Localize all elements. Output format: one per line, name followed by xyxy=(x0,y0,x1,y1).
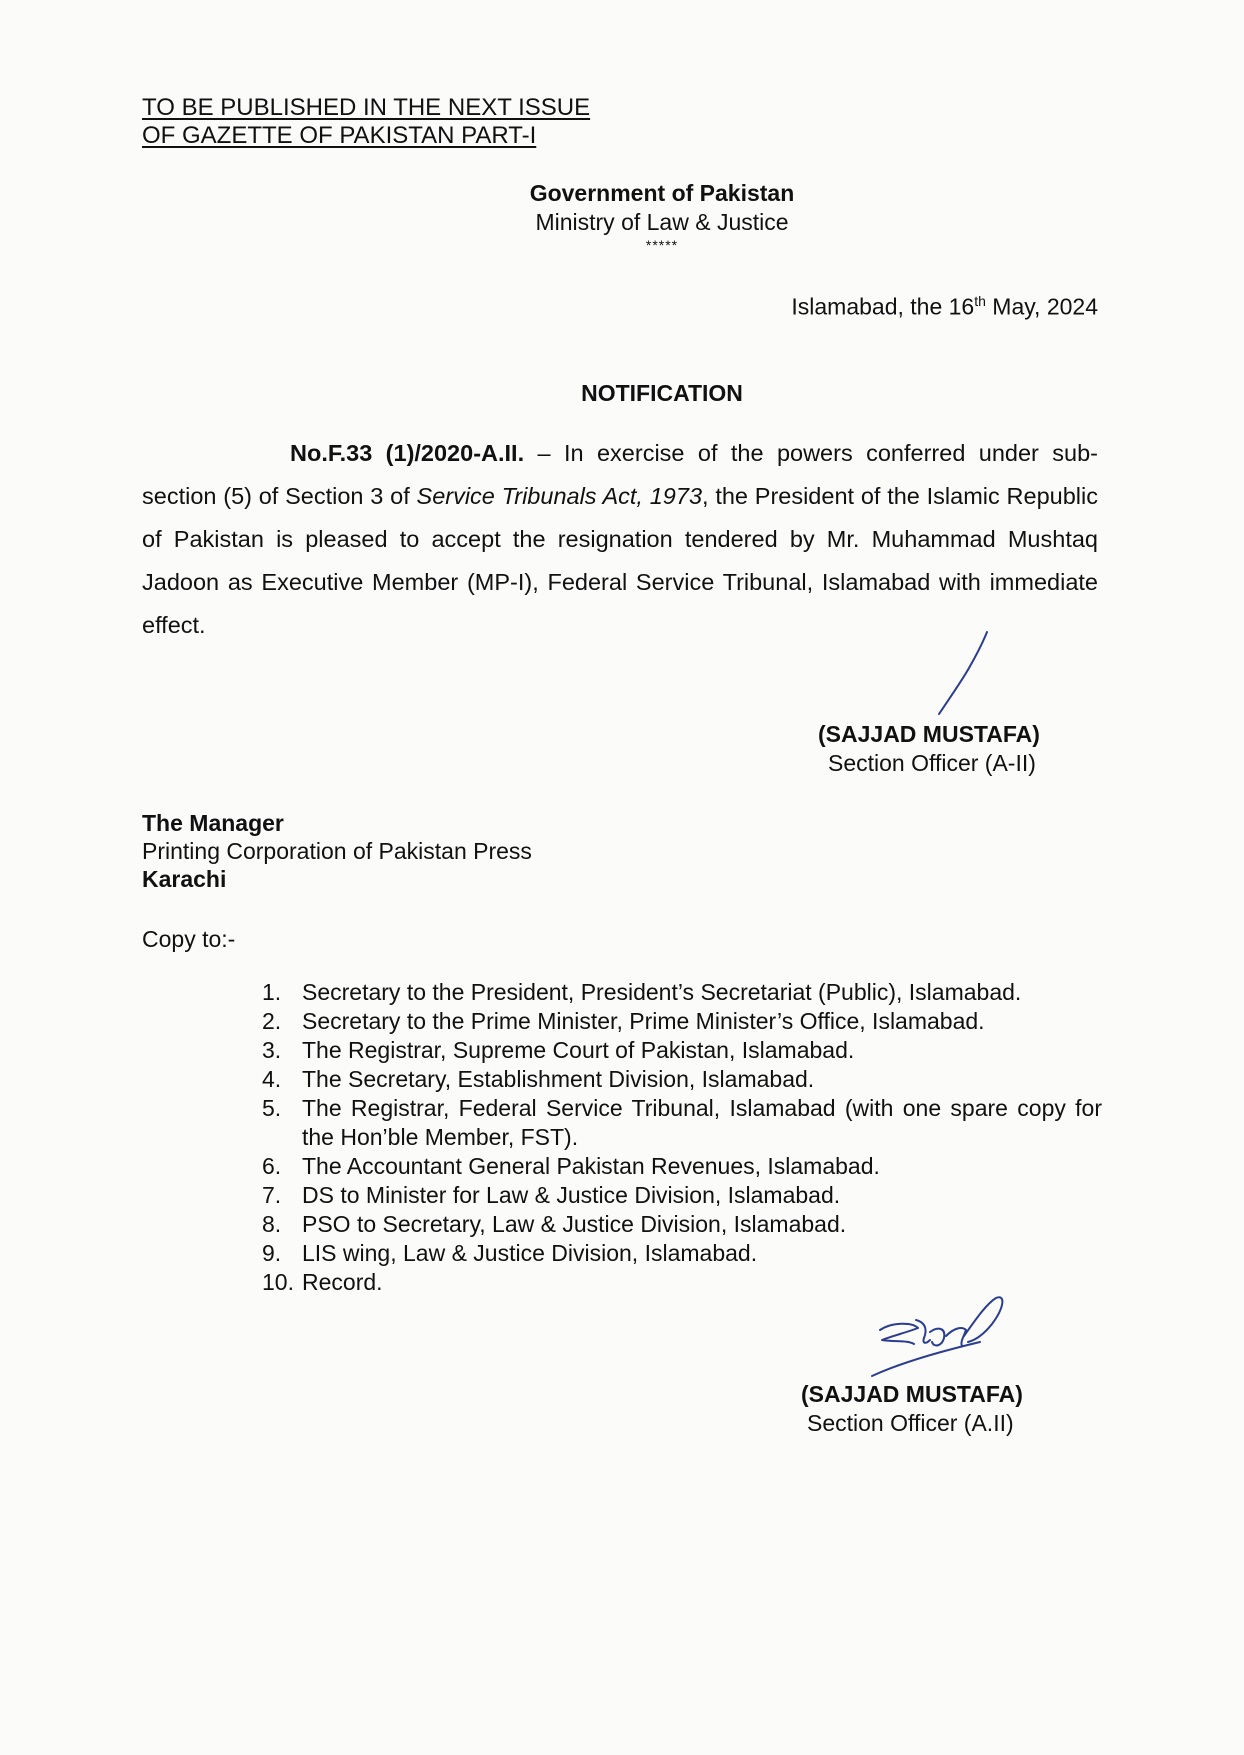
government-title: Government of Pakistan xyxy=(529,180,795,206)
signature-initial-mark xyxy=(925,628,995,718)
notification-body xyxy=(142,432,1098,647)
notification-title: NOTIFICATION xyxy=(581,380,743,406)
copy-item: 7. DS to Minister for Law & Justice Division, Islamabad. xyxy=(262,1182,841,1208)
date-prefix: Islamabad, the 16 xyxy=(791,293,975,320)
separator-stars: ***** xyxy=(645,237,679,253)
copy-item: 10. Record. xyxy=(262,1269,383,1295)
copy-item: 9. LIS wing, Law & Justice Division, Islamabad. xyxy=(262,1240,758,1266)
publication-header-line2: OF GAZETTE OF PAKISTAN PART-I xyxy=(142,122,537,149)
copy-item: 5. The Registrar, Federal Service Tribunal, Islamabad (with one spare copy for the Hon’ble Member, FST). xyxy=(262,1095,1102,1150)
copy-to-label: Copy to:- xyxy=(142,926,236,952)
copy-item: 8. PSO to Secretary, Law & Justice Division, Islamabad. xyxy=(262,1211,847,1237)
signatory2-name: (SAJJAD MUSTAFA) xyxy=(801,1381,1023,1407)
publication-header-line1: TO BE PUBLISHED IN THE NEXT ISSUE xyxy=(142,94,591,121)
copy-item: 6. The Accountant General Pakistan Revenues, Islamabad. xyxy=(262,1153,880,1179)
notification-text-b: , the President of the Islamic Republic of Pakistan is pleased to accept the resignation tendered by Mr. Muhammad Mushtaq Jadoon as Executive Member (MP-I), Federal Service Tribunal, Islamabad with immediate effect. xyxy=(142,483,1098,638)
notification-ref: No.F.33 (1)/2020-A.II. xyxy=(290,440,525,466)
addressee-line2: Printing Corporation of Pakistan Press xyxy=(142,838,532,864)
ministry-name: Ministry of Law & Justice xyxy=(535,209,789,235)
addressee-line3: Karachi xyxy=(142,866,227,892)
copy-item: 2. Secretary to the Prime Minister, Prime Minister’s Office, Islamabad. xyxy=(262,1008,985,1034)
signatory1-title: Section Officer (A-II) xyxy=(828,750,1036,776)
publication-header xyxy=(142,94,590,150)
copy-item: 4. The Secretary, Establishment Division, Islamabad. xyxy=(262,1066,815,1092)
date-rest: May, 2024 xyxy=(985,293,1098,320)
signatory2-title: Section Officer (A.II) xyxy=(807,1410,1014,1436)
notification-text-a: – In exercise of the powers conferred under sub-section (5) of Section 3 of xyxy=(142,440,1098,509)
copy-to-list xyxy=(262,978,1102,1297)
issue-date xyxy=(791,293,1098,321)
date-suffix: th xyxy=(974,293,986,309)
addressee-line1: The Manager xyxy=(142,810,284,836)
copy-item: 1. Secretary to the President, President’s Secretariat (Public), Islamabad. xyxy=(262,979,1022,1005)
act-name: Service Tribunals Act, 1973 xyxy=(416,483,703,509)
copy-item: 3. The Registrar, Supreme Court of Pakistan, Islamabad. xyxy=(262,1037,855,1063)
signatory1-name: (SAJJAD MUSTAFA) xyxy=(818,721,1040,747)
addressee-block xyxy=(142,809,532,893)
